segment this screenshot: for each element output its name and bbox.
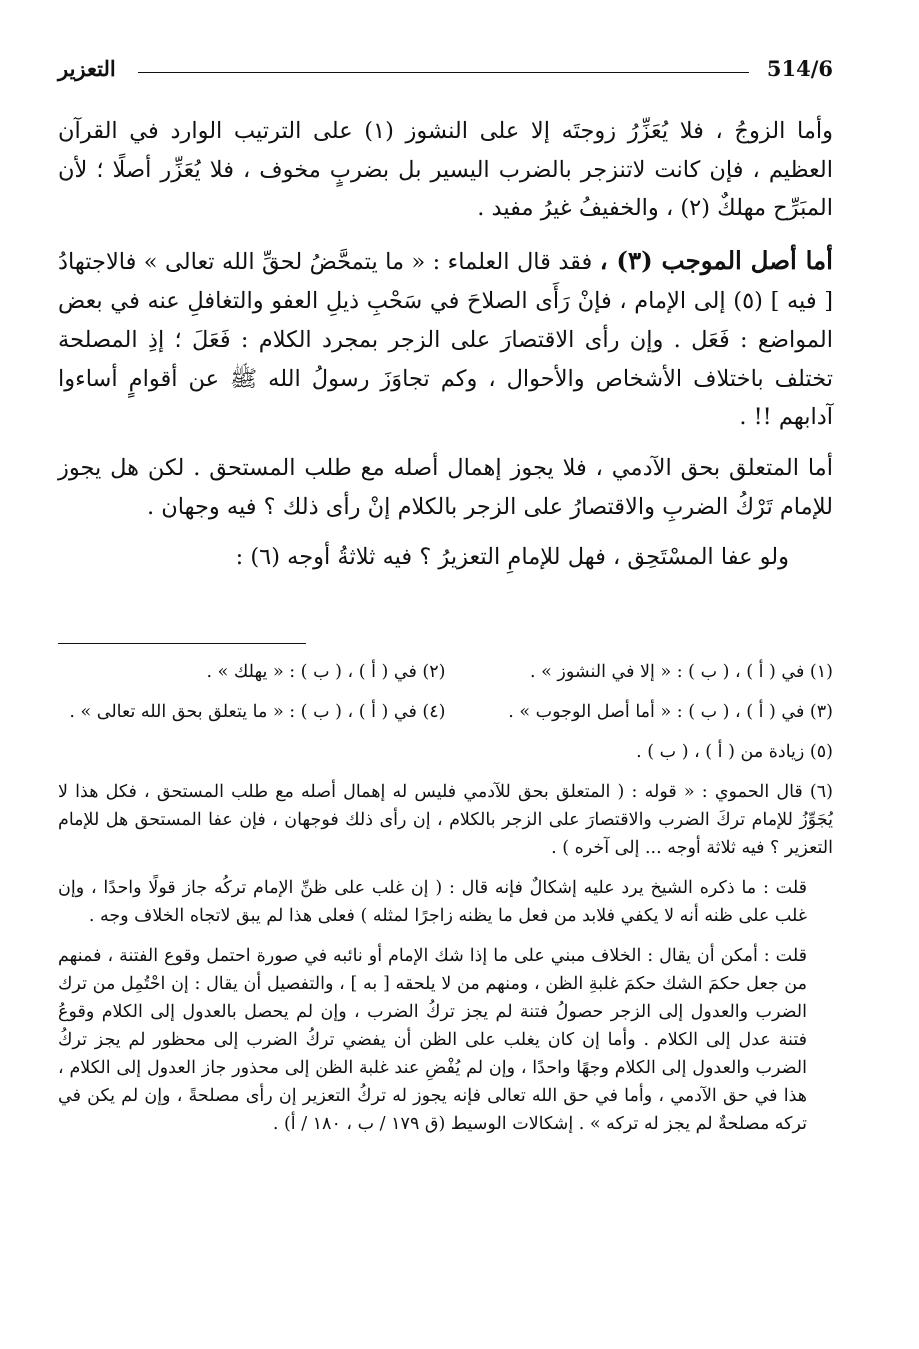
- paragraph-origin-of-obligation: [58, 240, 833, 437]
- running-header: [58, 56, 833, 92]
- footnote-3: (٣) في ( أ ) ، ( ب ) : « أما أصل الوجوب » .: [508, 702, 833, 722]
- paragraph-husband: وأما الزوجُ ، فلا يُعَزِّرُ زوجتَه إلا على النشوز (١) على الترتيب الوارد في القرآن العظيم ، فإن كانت لاتنزجر بالضرب اليسير بل بضربٍ مخوف ، فلا يُعَزِّر أصلًا ؛ لأن المبَرِّح مهلكٌ (٢) ، والخفيفُ غيرُ مفيد .: [58, 118, 833, 222]
- footnote-comment-2: قلت : أمكن أن يقال : الخلاف مبني على ما إذا شك الإمام أو نائبه في صورة احتمل وقوع الفتنة ، فمنهم من جعل حكمَ الشك حكمَ غلبةِ الظن ، ومنهم من لا يلحقه [ به ] ، والتفصيل أن يقال : إن احْتُمِل من ترك الضرب والعدول إلى الزجر حصولُ فتنة لم يجز تركُ الضرب ، وإن لم يحصل بالعدول إلى الكلام وقوعُ فتنة عدل إلى الكلام . وأما إن كان يغلب على الظن أن يفضي تركُ الضرب إلى محظور لم يجز تركُ الضرب والعدول إلى الكلام وجهًا واحدًا ، وإن لم يُفْضِ عند غلبة الظن إلى محذور جاز العدول إلى الكلام ، هذا في حق الآدمي ، وأما في حق الله تعالى فإنه يجوز له تركُ التعزير إن رأى مصلحةً ، وإن لم يكن في تركه مصلحةٌ لم يجز له تركه » . إشكالات الوسيط (ق ١٧٩ / ب ، ١٨٠ / أ) .: [58, 946, 807, 1134]
- footnote-row: [58, 698, 833, 726]
- footnote-6: (٦) قال الحموي : « قوله : ( المتعلق بحق للآدمي فليس له إهمال أصله مع طلب المستحق ، فكل هذا لا يُجَوِّزُ للإمام تركَ الضرب والاقتصارَ على الزجر بالكلام ، إن رأى ذلك فوجهان ، فإن عفا المستحق هل للإمام التعزير ؟ فيه ثلاثة أوجه ... إلى آخره ) .: [58, 782, 833, 858]
- chapter-title: التعزير: [58, 56, 116, 81]
- footnote-row: [58, 658, 833, 686]
- footnote-5: (٥) زيادة من ( أ ) ، ( ب ) .: [636, 742, 833, 762]
- footnote-comment-1: قلت : ما ذكره الشيخ يرد عليه إشكالٌ فإنه قال : ( إن غلب على ظنِّ الإمام تركُه جاز قولًا واحدًا ، وإن غلب على ظنه أنه لا يكفي فلابد من فعل ما يظنه زاجرًا لمثله ) فعلى هذا لم يبق لاتجاه الخلاف وجه .: [58, 878, 807, 926]
- footnote-separator: [58, 643, 306, 644]
- section-heading: أما أصل الموجب (٣) ،: [599, 246, 833, 276]
- header-rule: [138, 72, 749, 73]
- paragraph-human-right: أما المتعلق بحق الآدمي ، فلا يجوز إهمال أصله مع طلب المستحق . لكن هل يجوز للإمام تَرْكُ الضربِ والاقتصارُ على الزجر بالكلام إنْ رأى ذلك ؟ فيه وجهان .: [58, 454, 833, 520]
- footnotes: [58, 658, 833, 1150]
- page-number: 514/6: [766, 56, 833, 81]
- paragraph-forgiveness: ولو عفا المسْتَحِق ، فهل للإمامِ التعزيرُ ؟ فيه ثلاثةُ أوجه (٦) :: [235, 544, 789, 571]
- footnote-4: (٤) في ( أ ) ، ( ب ) : « ما يتعلق بحق الله تعالى » .: [69, 702, 446, 722]
- footnote-1: (١) في ( أ ) ، ( ب ) : « إلا في النشوز » .: [530, 662, 833, 682]
- main-text: [58, 112, 833, 589]
- paragraph-text: فقد قال العلماء : « ما يتمحَّضُ لحقِّ الله تعالى » فالاجتهادُ [ فيه ] (٥) إلى الإمام ، فإنْ رَأَى الصلاحَ في سَحْبِ ذيلِ العفو والتغافلِ عنه في بعض المواضع : فَعَل . وإن رأى الاقتصارَ على الزجر بمجرد الكلام : فَعَلَ ؛ إذِ المصلحة تختلف باختلاف الأشخاص والأحوال ، وكم تجاوَزَ رسولُ الله ﷺ عن أقوامٍ أساءوا آدابهم !! .: [58, 249, 833, 431]
- footnote-2: (٢) في ( أ ) ، ( ب ) : « يهلك » .: [206, 662, 446, 682]
